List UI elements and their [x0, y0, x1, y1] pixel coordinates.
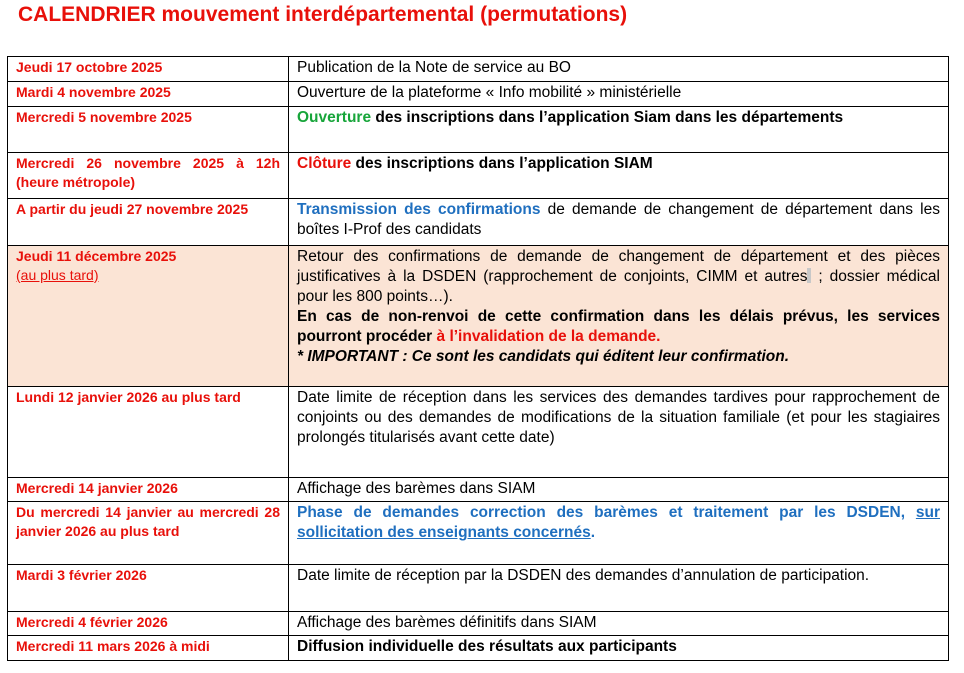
- date-cell: Mercredi 26 novembre 2025 à 12h (heure métropole): [8, 153, 289, 199]
- description-cell: Affichage des barèmes définitifs dans SIAM: [289, 612, 949, 636]
- description-text: des inscriptions dans l’application Siam dans les départements: [371, 109, 844, 126]
- date-cell: Du mercredi 14 janvier au mercredi 28 janvier 2026 au plus tard: [8, 502, 289, 565]
- highlight-text: Clôture: [297, 155, 352, 172]
- table-row: [8, 82, 949, 107]
- important-note: * IMPORTANT : Ce sont les candidats qui éditent leur confirmation.: [297, 348, 790, 365]
- description-cell: Publication de la Note de service au BO: [289, 57, 949, 82]
- table-row: [8, 502, 949, 565]
- description-cell: [289, 107, 949, 153]
- description-text: de demande de changement de département dans les boîtes I-Prof des candidats: [297, 201, 940, 238]
- date-cell: Jeudi 17 octobre 2025: [8, 57, 289, 82]
- description-cell: Affichage des barèmes dans SIAM: [289, 478, 949, 502]
- description-cell: [289, 153, 949, 199]
- table-row: [8, 636, 949, 661]
- underlined-text: sur sollicitation des enseignants concernés: [297, 504, 940, 541]
- table-row: [8, 612, 949, 636]
- highlight-text: Transmission des confirmations: [297, 201, 541, 218]
- highlight-text: Ouverture: [297, 109, 372, 126]
- date-cell: Mercredi 5 novembre 2025: [8, 107, 289, 153]
- date-cell: [8, 246, 289, 387]
- table-row: [8, 387, 949, 478]
- table-row: [8, 57, 949, 82]
- date-note: (au plus tard): [16, 267, 99, 283]
- table-row: [8, 478, 949, 502]
- description-cell: Phase de demandes correction des barèmes et traitement par les DSDEN, sur sollicitation des enseignants concernés.: [289, 502, 949, 565]
- description-cell: [289, 246, 949, 387]
- highlight-text: à l’invalidation de la demande: [436, 328, 657, 345]
- description-cell: [289, 199, 949, 246]
- description-text: des inscriptions dans l’application SIAM: [351, 155, 653, 172]
- page-title: CALENDRIER mouvement interdépartemental (permutations): [18, 3, 628, 26]
- calendar-table: [7, 56, 949, 661]
- date-cell: Mercredi 4 février 2026: [8, 612, 289, 636]
- date-text: Jeudi 11 décembre 2025: [16, 248, 177, 264]
- table-row-highlighted: [8, 246, 949, 387]
- date-cell: Mercredi 14 janvier 2026: [8, 478, 289, 502]
- description-cell: Date limite de réception dans les services des demandes tardives pour rapprochement de conjoints ou des demandes de modifications de la situation familiale (et pour les stagiaires prolongés titularisés avant cette date): [289, 387, 949, 478]
- description-paragraph: Retour des confirmations de demande de changement de département et des pièces justificatives à la DSDEN (rapprochement de conjoints, CIMM et autres ; dossier médical pour les 800 points…).: [297, 248, 940, 305]
- highlight-text: Phase de demandes correction des barèmes et traitement par les DSDEN,: [297, 504, 916, 521]
- table-row: [8, 565, 949, 612]
- date-cell: Mercredi 11 mars 2026 à midi: [8, 636, 289, 661]
- table-row: [8, 153, 949, 199]
- date-cell: Mardi 4 novembre 2025: [8, 82, 289, 107]
- date-cell: Lundi 12 janvier 2026 au plus tard: [8, 387, 289, 478]
- date-cell: Mardi 3 février 2026: [8, 565, 289, 612]
- description-cell: Date limite de réception par la DSDEN des demandes d’annulation de participation.: [289, 565, 949, 612]
- table-row: [8, 199, 949, 246]
- description-cell: Ouverture de la plateforme « Info mobilité » ministérielle: [289, 82, 949, 107]
- description-cell: Diffusion individuelle des résultats aux participants: [289, 636, 949, 661]
- warning-paragraph: En cas de non-renvoi de cette confirmation dans les délais prévus, les services pourront procéder à l’invalidation de la demande.: [297, 308, 940, 345]
- date-cell: A partir du jeudi 27 novembre 2025: [8, 199, 289, 246]
- table-row: [8, 107, 949, 153]
